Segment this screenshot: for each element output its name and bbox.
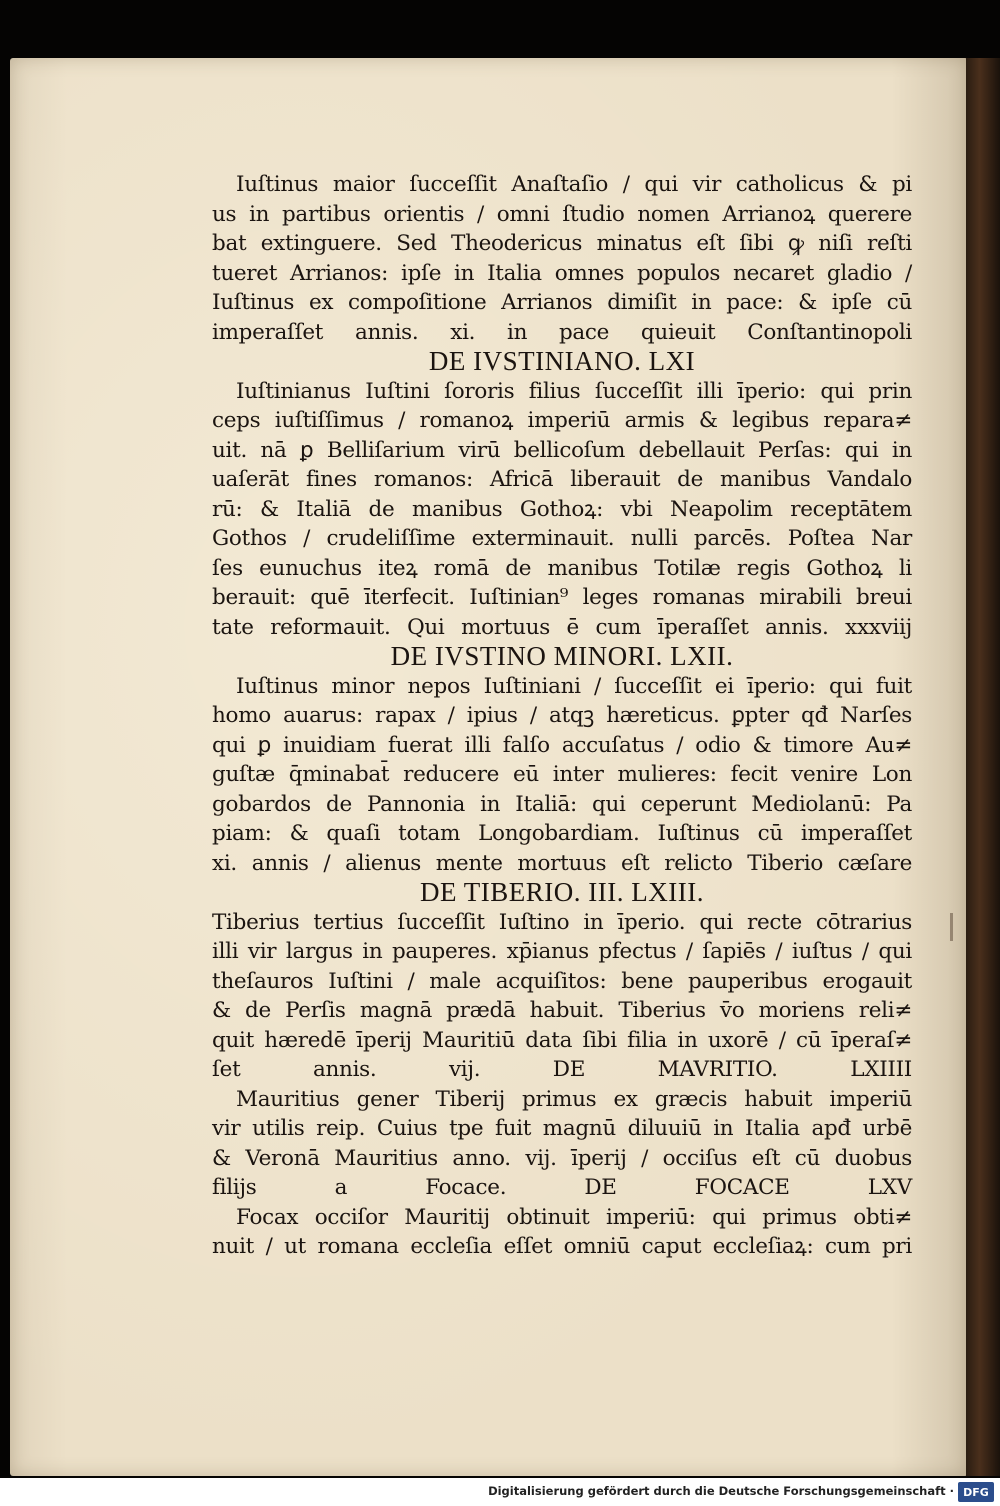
- text-line: Gothos / crudeliſſime exterminauit. nulli parcēs. Poſtea Nar: [212, 526, 912, 551]
- text-line: qui ꝑ inuidiam fuerat illi falſo accuſatus / odio & timore Au≠: [212, 732, 912, 758]
- dfg-logo: DFG: [958, 1482, 994, 1502]
- text-line: imperaſſet annis. xi. in pace quieuit Conſtantinopoli: [212, 319, 912, 345]
- book-gutter: [966, 58, 1000, 1476]
- text-line: Iuſtinus ex compoſitione Arrianos dimiſit in pace: & ipſe cū: [212, 290, 912, 315]
- margin-mark: [950, 913, 953, 941]
- digitization-credit: Digitalisierung gefördert durch die Deutsche Forschungsgemeinschaft ·: [488, 1484, 954, 1498]
- text-line: rū: & Italiā de manibus Gothoꝝ: vbi Neapolim receptātem: [212, 496, 912, 522]
- page-text: [212, 170, 912, 1262]
- text-line: Focax occiſor Mauritij obtinuit imperiū: qui primus obti≠: [236, 1204, 912, 1230]
- text-line: filijs a Focace. DE FOCACE LXV: [212, 1175, 912, 1200]
- text-line: tate reformauit. Qui mortuus ē cum īperaſſet annis. xxxviij: [212, 614, 912, 640]
- text-line: gobardos de Pannonia in Italiā: qui ceperunt Mediolanū: Pa: [212, 791, 912, 817]
- text-line: & Veronā Mauritius anno. vij. īperij / occiſus eſt cū duobus: [212, 1145, 912, 1171]
- text-line: theſauros Iuſtini / male acquiſitos: bene pauperibus erogauit: [212, 968, 912, 994]
- text-line: Mauritius gener Tiberij primus ex græcis habuit imperiū: [236, 1086, 912, 1112]
- text-line: Tiberius tertius ſucceſſit Iuſtino in īperio. qui recte cōtrarius: [212, 909, 912, 935]
- text-line: tueret Arrianos: ipſe in Italia omnes populos necaret gladio /: [212, 260, 912, 286]
- text-line: ceps iuſtiſſimus / romanoꝝ imperiū armis & legibus repara≠: [212, 408, 912, 433]
- text-line: xi. annis / alienus mente mortuus eſt relicto Tiberio cæſare: [212, 850, 912, 876]
- text-line: berauit: quē īterfecit. Iuſtinian⁹ leges romanas mirabili breui: [212, 585, 912, 610]
- text-line: ſet annis. vij. DE MAVRITIO. LXIIII: [212, 1057, 912, 1082]
- text-line: quit hæredē īperij Mauritiū data ſibi filia in uxorē / cū īperaſ≠: [212, 1027, 912, 1053]
- text-line: bat extinguere. Sed Theodericus minatus eſt ſibi ꝙ niſi reſti: [212, 231, 912, 256]
- text-line: Iuſtinus minor nepos Iuſtiniani / ſucceſſit ei īperio: qui fuit: [236, 673, 912, 699]
- section-heading: DE TIBERIO. III. LXIII.: [420, 877, 704, 907]
- text-line: ſes eunuchus iteꝝ romā de manibus Totilæ regis Gothoꝝ li: [212, 555, 912, 581]
- text-line: uit. nā ꝑ Belliſarium virū bellicoſum debellauit Perſas: qui in: [212, 437, 912, 463]
- text-line: guſtæ q̄minabat̄ reducere eū inter mulieres: fecit venire Lon: [212, 762, 912, 787]
- text-line: uaſerāt fines romanos: Africā liberauit de manibus Vandalo: [212, 467, 912, 492]
- text-line: homo auarus: rapax / ipius / atqꝫ hæreticus. ꝑpter qđ Narſes: [212, 703, 912, 728]
- text-line: piam: & quaſi totam Longobardiam. Iuſtinus cū imperaſſet: [212, 821, 912, 846]
- text-line: Iuſtinus maior ſucceſſit Anaſtaſio / qui vir catholicus & pi: [236, 172, 912, 197]
- text-line: vir utilis reip. Cuius tpe fuit magnū diluuiū in Italia apđ urbē: [212, 1116, 912, 1141]
- text-line: nuit / ut romana eccleſia eſſet omniū caput eccleſiaꝝ: cum pri: [212, 1234, 912, 1259]
- text-line: & de Perſis magnā prædā habuit. Tiberius v̄o moriens reli≠: [212, 998, 912, 1023]
- text-line: illi vir largus in pauperes. xp̄ianus pfectus / ſapiēs / iuſtus / qui: [212, 939, 912, 964]
- text-line: Iuſtinianus Iuſtini ſororis filius ſucceſſit illi īperio: qui prin: [236, 378, 912, 404]
- section-heading: DE IVSTINO MINORI. LXII.: [390, 641, 734, 671]
- section-heading: DE IVSTINIANO. LXI: [428, 346, 696, 376]
- text-line: us in partibus orientis / omni ſtudio nomen Arrianoꝝ querere: [212, 201, 912, 227]
